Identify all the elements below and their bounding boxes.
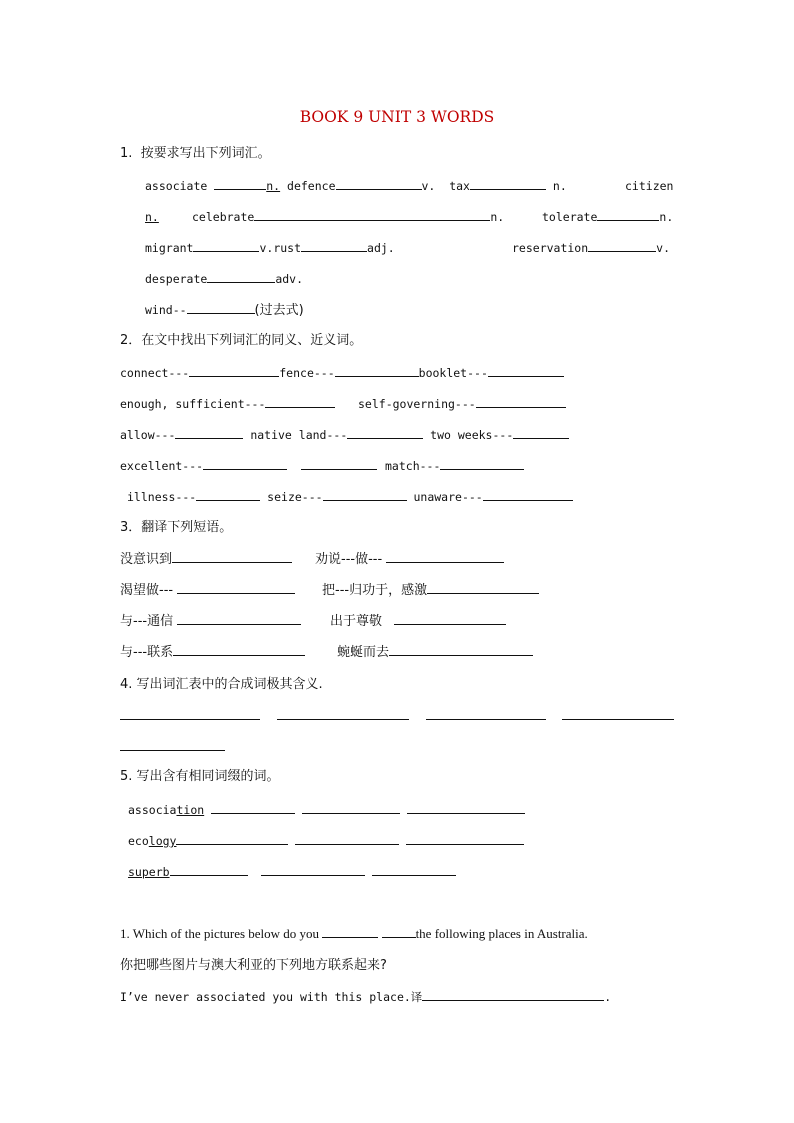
s5-row-2 (128, 833, 524, 849)
blank[interactable] (120, 739, 225, 751)
blank[interactable] (261, 864, 365, 876)
s1-line-5 (145, 302, 304, 319)
blank[interactable] (177, 613, 301, 625)
pos-label: n. (490, 210, 505, 224)
exercise-question-2 (120, 989, 611, 1005)
s3-row-3 (120, 613, 301, 630)
blank[interactable] (372, 864, 456, 876)
word-reservation: reservation (512, 241, 589, 255)
word-defence: defence (280, 179, 336, 193)
blank[interactable] (597, 209, 659, 221)
blank[interactable] (301, 240, 367, 252)
word-associate: associate (145, 179, 215, 193)
s2-row-2 (120, 396, 335, 412)
word-wind: wind-- (145, 303, 187, 317)
word-rust: v.rust (259, 241, 302, 255)
phrase: 与---通信 (120, 614, 174, 629)
word-enough-sufficient: enough, sufficient--- (120, 397, 266, 411)
word-booklet: booklet--- (418, 366, 488, 380)
phrase: 与---联系 (120, 645, 174, 660)
blank[interactable] (172, 551, 292, 563)
phrase: 出于尊敬 (330, 614, 383, 629)
blank[interactable] (193, 240, 259, 252)
blank[interactable] (120, 708, 260, 720)
word-excellent: excellent--- (120, 459, 204, 473)
s5-row-1 (128, 802, 525, 818)
blank[interactable] (301, 458, 377, 470)
word-connect: connect--- (120, 366, 190, 380)
blank[interactable] (588, 240, 656, 252)
s2-row-4b (385, 458, 524, 474)
section-4-heading: 4. 写出词汇表中的合成词极其含义. (120, 677, 323, 692)
word-unaware: unaware--- (406, 490, 483, 504)
blank[interactable] (336, 178, 422, 190)
pos-label: n. (545, 179, 567, 193)
blank[interactable] (277, 708, 409, 720)
s3-row-1b (315, 551, 504, 568)
blank[interactable] (470, 178, 546, 190)
blank[interactable] (254, 209, 490, 221)
word-two-weeks: two weeks--- (423, 428, 514, 442)
blank[interactable] (513, 427, 569, 439)
blank[interactable] (426, 708, 546, 720)
blank[interactable] (175, 427, 243, 439)
s3-row-3b (330, 613, 506, 630)
word-tax: v. tax (421, 179, 470, 193)
word-tolerate: tolerate (542, 210, 598, 224)
blank[interactable] (203, 458, 287, 470)
s2-row-3 (120, 427, 569, 443)
blank[interactable] (386, 551, 504, 563)
s5-row-3 (128, 864, 456, 880)
blank[interactable] (170, 864, 248, 876)
pos-label: v. (656, 241, 671, 255)
s3-row-2 (120, 582, 295, 599)
s2-row-5 (127, 489, 573, 505)
word-celebrate: celebrate (192, 210, 255, 224)
word-native-land: native land--- (243, 428, 348, 442)
blank[interactable] (211, 802, 295, 814)
blank[interactable] (207, 271, 275, 283)
phrase: 劝说---做--- (315, 552, 383, 567)
pos-label: n. (266, 179, 281, 193)
blank[interactable] (323, 489, 407, 501)
worksheet-title: BOOK 9 UNIT 3 WORDS (299, 108, 495, 126)
word-stem: eco (128, 834, 149, 848)
exercise-question-1-cn: 你把哪些图片与澳大利亚的下列地方联系起来? (120, 958, 387, 973)
blank[interactable] (347, 427, 423, 439)
blank[interactable] (189, 365, 279, 377)
blank[interactable] (476, 396, 566, 408)
word-allow: allow--- (120, 428, 176, 442)
s1-line-2b (192, 209, 504, 225)
question-text: 1. Which of the pictures below do you (120, 926, 323, 941)
phrase: 没意识到 (120, 552, 173, 567)
blank[interactable] (562, 708, 674, 720)
past-tense-note: (过去式) (254, 303, 304, 318)
s2-row-4 (120, 458, 377, 474)
word-stem: associa (128, 803, 177, 817)
blank[interactable] (322, 926, 378, 938)
blank[interactable] (177, 582, 295, 594)
question-text: the following places in Australia. (415, 926, 588, 941)
s1-line-2 (145, 209, 159, 225)
blank[interactable] (265, 396, 335, 408)
word-match: match--- (385, 459, 441, 473)
pos-label: adv. (275, 272, 304, 286)
word-fence: fence--- (279, 366, 335, 380)
word-affix: logy (148, 834, 177, 848)
s1-line-3 (145, 240, 395, 256)
blank[interactable] (422, 989, 604, 1001)
s3-row-1 (120, 551, 292, 568)
blank[interactable] (173, 644, 305, 656)
section-3-heading: 3．翻译下列短语。 (120, 520, 233, 535)
s3-row-4b (337, 644, 533, 661)
word-desperate: desperate (145, 272, 208, 286)
phrase: 渴望做--- (120, 583, 174, 598)
phrase: 把---归功于，感激 (322, 583, 428, 598)
s1-line-2c (542, 209, 673, 225)
section-1-heading: 1. 按要求写出下列词汇。 (120, 146, 271, 161)
blank[interactable] (427, 582, 539, 594)
word-illness: illness--- (127, 490, 197, 504)
blank[interactable] (295, 833, 399, 845)
word-affix: superb (128, 865, 170, 879)
pos-label: n. (659, 210, 674, 224)
s3-row-4 (120, 644, 305, 661)
blank[interactable] (407, 802, 525, 814)
word-affix: tion (176, 803, 205, 817)
word-migrant: migrant (145, 241, 194, 255)
blank[interactable] (406, 833, 524, 845)
blank[interactable] (488, 365, 564, 377)
question-text: . (604, 990, 612, 1004)
word-citizen: citizen (625, 179, 674, 193)
s2-row-1 (120, 365, 564, 381)
phrase: 蜿蜒而去 (337, 645, 390, 660)
s3-row-2b (322, 582, 539, 599)
blank[interactable] (389, 644, 533, 656)
s1-line-3b (512, 240, 670, 256)
pos-label: adj. (367, 241, 395, 255)
blank[interactable] (176, 833, 288, 845)
blank[interactable] (196, 489, 260, 501)
blank[interactable] (302, 802, 400, 814)
question-text: I’ve never associated you with this place.译 (120, 990, 423, 1004)
exercise-question-1 (120, 926, 588, 942)
blank[interactable] (382, 926, 416, 938)
blank[interactable] (440, 458, 524, 470)
section-5-heading: 5. 写出含有相同词缀的词。 (120, 769, 280, 784)
blank[interactable] (214, 178, 266, 190)
word-seize: seize--- (260, 490, 323, 504)
blank[interactable] (187, 302, 255, 314)
section-2-heading: 2．在文中找出下列词汇的同义、近义词。 (120, 333, 363, 348)
word-self-governing: self-governing--- (358, 397, 476, 411)
s2-row-2b (358, 396, 566, 412)
blank[interactable] (483, 489, 573, 501)
blank[interactable] (335, 365, 419, 377)
s1-line-1 (145, 178, 567, 194)
s1-line-4 (145, 271, 303, 287)
blank[interactable] (394, 613, 506, 625)
pos-label: n. (145, 210, 159, 224)
